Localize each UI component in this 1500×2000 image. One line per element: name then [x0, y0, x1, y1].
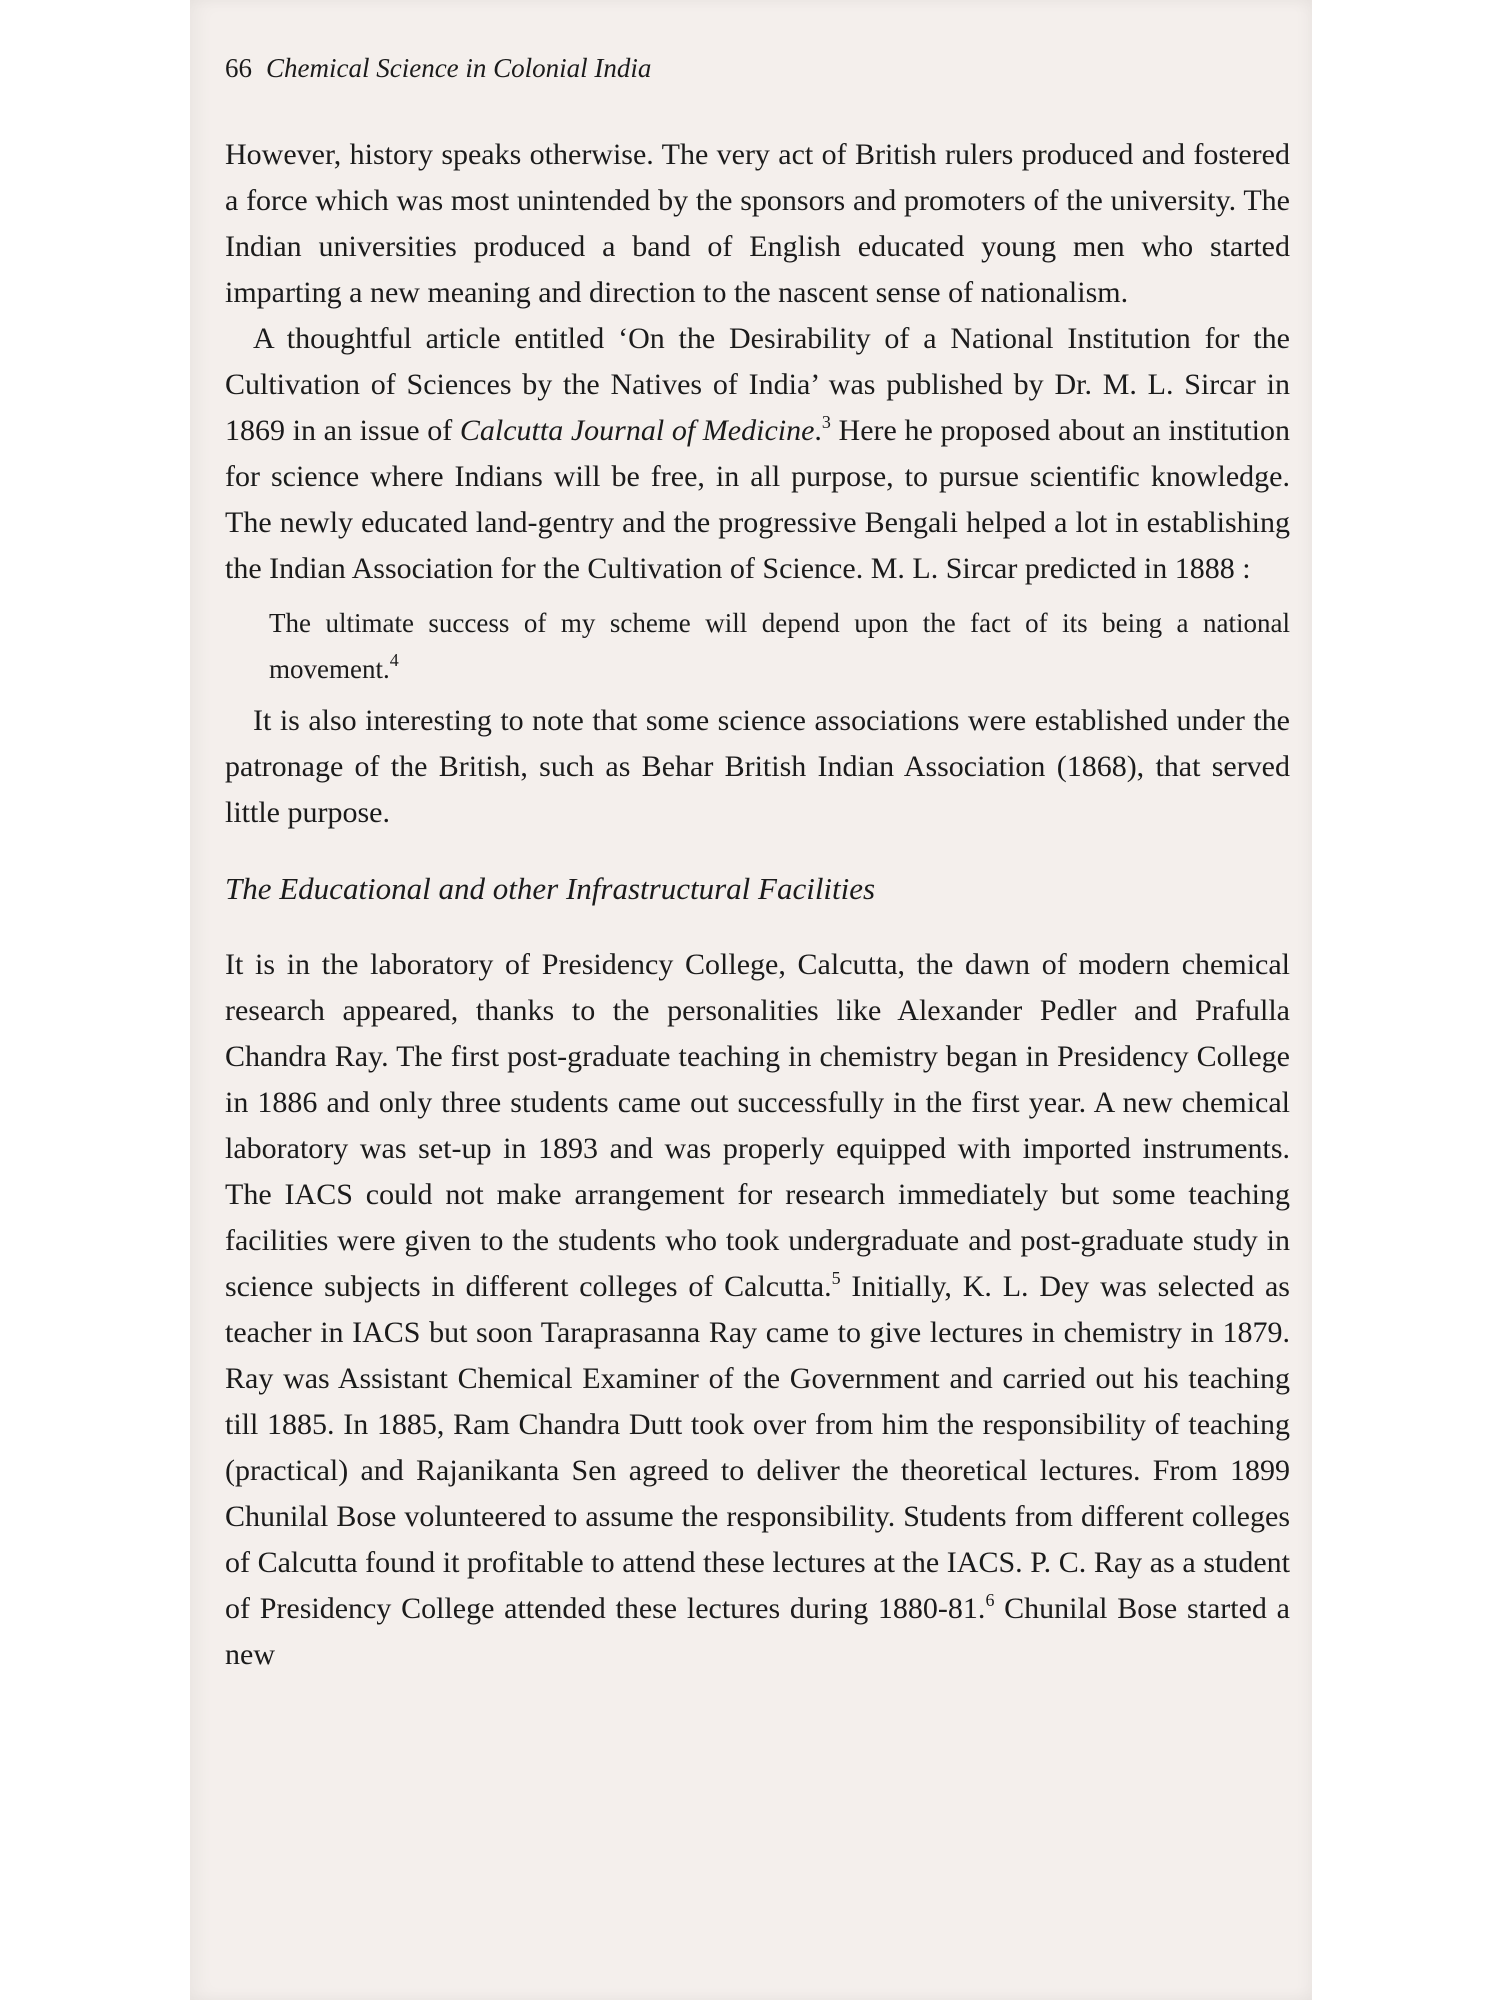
book-title: Chemical Science in Colonial India [266, 53, 652, 83]
paragraph-2-text-b: . [814, 414, 822, 447]
paragraph-2-text-a: A thoughtful article entitled ‘On the Desirability of a National Institution for the Cultivation of Sciences by the Natives of India’ was published by Dr. M. L. Sircar in 1869 in an issue of [225, 322, 1290, 447]
footnote-ref-5: 5 [831, 1268, 841, 1288]
running-head [225, 48, 1290, 88]
paragraph-1-text: However, history speaks otherwise. The very act of British rulers produced and fostered a force which was most unintended by the sponsors and promoters of the university. The Indian universities produced a band of English educated young men who started imparting a new meaning and direction to the nascent sense of nationalism. [225, 138, 1290, 309]
paragraph-2-text-c: Here he proposed about an institution for science where Indians will be free, in all purpose, to pursue scientific knowledge. The newly educated land-gentry and the progressive Bengali helped a lot in establishing the Indian Association for the Cultivation of Science. M. L. Sircar predicted in 1888 : [225, 414, 1291, 585]
footnote-ref-6: 6 [985, 1590, 995, 1610]
paragraph-4-text-c: Chunilal Bose started a new [225, 1592, 1290, 1671]
paragraph-4-text-b: Initially, K. L. Dey was selected as teacher in IACS but soon Taraprasanna Ray came to give lectures in chemistry in 1879. Ray was Assistant Chemical Examiner of the Government and carried out his teaching till 1885. In 1885, Ram Chandra Dutt took over from him the responsibility of teaching (practical) and Rajanikanta Sen agreed to deliver the theoretical lectures. From 1899 Chunilal Bose volunteered to assume the responsibility. Students from different colleges of Calcutta found it profitable to attend these lectures at the IACS. P. C. Ray as a student of Presidency College attended these lectures during 1880-81. [225, 1270, 1290, 1625]
page-number: 66 [225, 53, 252, 83]
paragraph-3 [225, 698, 1290, 836]
footnote-ref-4: 4 [389, 650, 399, 670]
book-page [190, 0, 1312, 2000]
paragraph-3-text: It is also interesting to note that some science associations were established under the patronage of the British, such as Behar British Indian Association (1868), that served little purpose. [225, 704, 1290, 829]
paragraph-2 [225, 316, 1290, 592]
paragraph-1 [225, 132, 1290, 316]
page-text [225, 48, 1290, 1678]
block-quote-text: The ultimate success of my scheme will depend upon the fact of its being a national movement. [269, 608, 1290, 684]
section-heading: The Educational and other Infrastructural Facilities [225, 871, 876, 906]
paragraph-4-text-a: It is in the laboratory of Presidency College, Calcutta, the dawn of modern chemical research appeared, thanks to the personalities like Alexander Pedler and Prafulla Chandra Ray. The first post-graduate teaching in chemistry began in Presidency College in 1886 and only three students came out successfully in the first year. A new chemical laboratory was set-up in 1893 and was properly equipped with imported instruments. The IACS could not make arrangement for research immediately but some teaching facilities were given to the students who took undergraduate and post-graduate study in science subjects in different colleges of Calcutta. [225, 948, 1290, 1303]
footnote-ref-3: 3 [821, 412, 831, 432]
paragraph-4 [225, 942, 1290, 1678]
journal-title: Calcutta Journal of Medicine [459, 414, 815, 447]
block-quote [269, 600, 1290, 692]
